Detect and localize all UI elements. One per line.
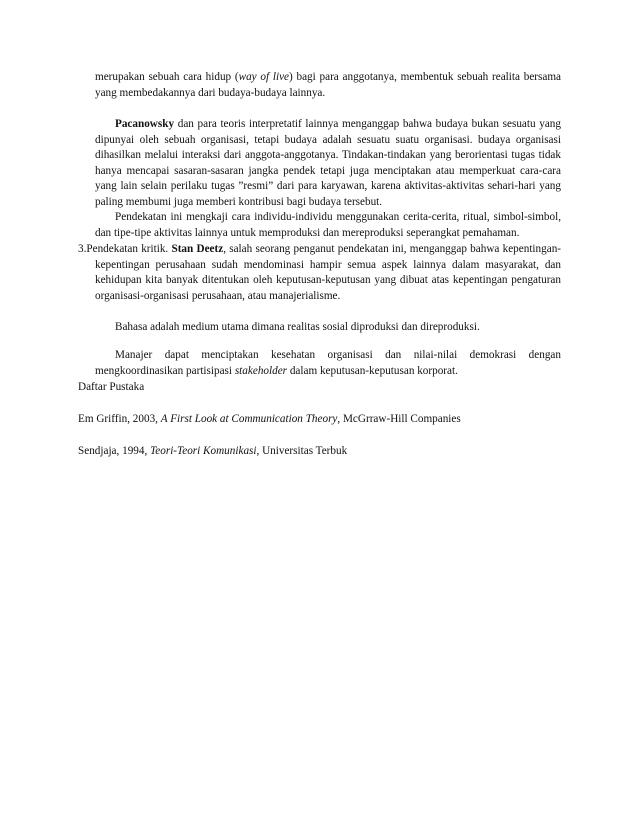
paragraph-text: , salah seorang penganut pendekatan ini, menganggap bahwa kepentingan-kepentingan perusahaan sudah mendominasi hampir semua aspek lainnya dalam masyarakat, dan kehidupan kita banyak ditentukan oleh keputusan-keputusan yang dibuat atas kepentingan pengaturan organisasi-organisasi perusahaan, atau manajerialisme. — [95, 243, 562, 302]
heading-text: Daftar Pustaka — [78, 381, 145, 393]
reference-title: A First Look at Communication Theory — [160, 413, 338, 425]
paragraph-text: ) bagi para anggotanya, membentuk sebuah realita bersama yang membedakannya dari budaya-budaya lainnya. — [95, 71, 561, 99]
author-name: Pacanowsky — [115, 118, 175, 130]
paragraph-pendekatan-individu — [95, 210, 561, 241]
bibliography-heading — [78, 380, 561, 396]
reference-publisher: , McGrraw-Hill Companies — [337, 413, 461, 425]
paragraph-text: Pendekatan ini mengkaji cara individu-individu menggunakan cerita-cerita, ritual, simbol-simbol, dan tipe-tipe aktivitas lainnya untuk memproduksi dan mereproduksi seperangkat pemahaman. — [95, 211, 561, 239]
reference-title: Teori-Teori Komunikasi — [150, 445, 257, 457]
reference-author-year: Em Griffin, 2003, — [78, 413, 161, 425]
bibliography-entry — [78, 444, 561, 460]
paragraph-bahasa — [95, 320, 561, 336]
reference-publisher: , Universitas Terbuk — [256, 445, 348, 457]
italic-term: stakeholder — [234, 364, 288, 377]
paragraph-text: dan para teoris interpretatif lainnya menganggap bahwa budaya bukan sesuatu yang dipunyai oleh sebuah organisasi, tetapi budaya adalah sesuatu suatu organisasi. budaya organisasi dihasilkan melalui interaksi dari anggota-anggotanya. Tindakan-tindakan yang berorientasi tugas tidak hanya mencapai sasaran-sasaran jangka pendek tetapi juga menciptakan atau memperkuat cara-cara yang lain selain perilaku tugas ”resmi” dari para karyawan, karena aktivitas-aktivitas sehari-hari yang paling membumi juga memberi kontribusi bagi budaya tersebut. — [95, 118, 561, 208]
list-number-heading: 3.Pendekatan kritik. — [78, 243, 172, 255]
author-name: Stan Deetz — [171, 243, 224, 255]
paragraph-pendekatan-kritik — [78, 242, 561, 304]
italic-phrase: way of live — [238, 71, 290, 83]
reference-author-year: Sendjaja, 1994, — [78, 445, 151, 457]
paragraph-text: Manajer dapat menciptakan kesehatan organisasi dan nilai-nilai demokrasi dengan mengkoordinasikan partisipasi — [95, 349, 561, 377]
paragraph-manajer — [95, 348, 561, 379]
paragraph-text: dalam keputusan-keputusan korporat. — [287, 364, 458, 377]
paragraph-pacanowsky — [95, 117, 561, 211]
paragraph-culture-way-of-life — [95, 70, 561, 101]
paragraph-text: merupakan sebuah cara hidup ( — [95, 71, 239, 83]
paragraph-text: Bahasa adalah medium utama dimana realitas sosial diproduksi dan direproduksi. — [115, 321, 480, 333]
bibliography-entry — [78, 412, 561, 428]
